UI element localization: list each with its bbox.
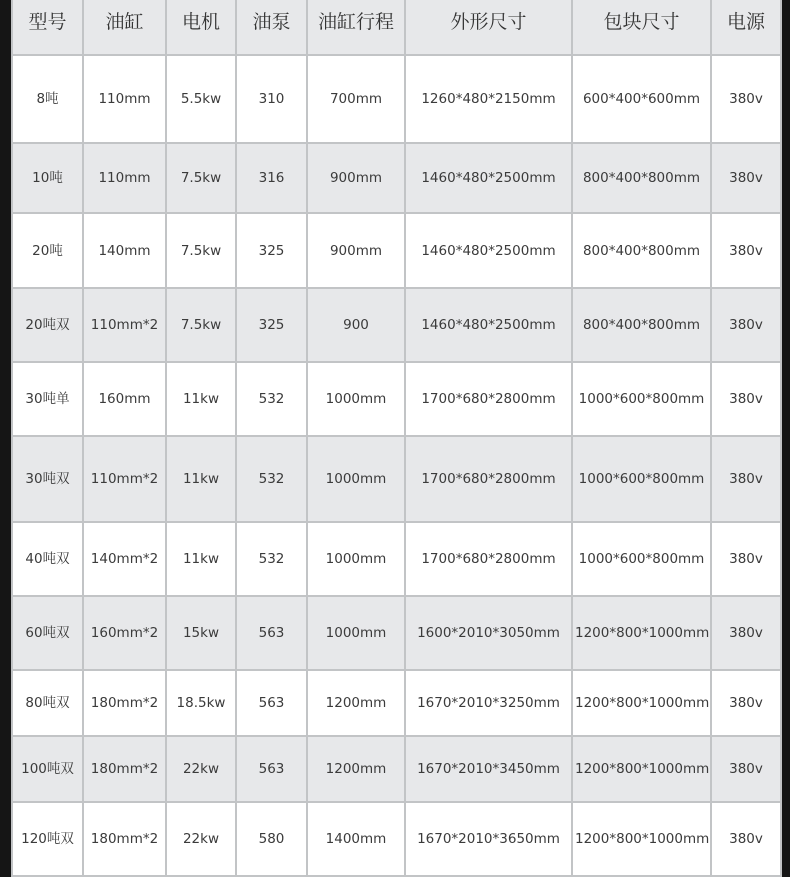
cell-model: 40吨双 (12, 522, 83, 596)
cell-cylinder: 160mm*2 (83, 596, 166, 670)
cell-dimensions: 1260*480*2150mm (405, 55, 572, 143)
cell-model: 20吨 (12, 213, 83, 288)
cell-stroke: 1200mm (307, 736, 405, 802)
cell-cylinder: 110mm*2 (83, 288, 166, 362)
cell-motor: 15kw (166, 596, 236, 670)
cell-bale-size: 1200*800*1000mm (572, 802, 711, 876)
cell-cylinder: 180mm*2 (83, 670, 166, 736)
cell-stroke: 700mm (307, 55, 405, 143)
cell-power: 380v (711, 288, 781, 362)
cell-dimensions: 1670*2010*3250mm (405, 670, 572, 736)
cell-model: 20吨双 (12, 288, 83, 362)
cell-stroke: 900mm (307, 143, 405, 213)
cell-dimensions: 1600*2010*3050mm (405, 596, 572, 670)
cell-dimensions: 1670*2010*3450mm (405, 736, 572, 802)
cell-power: 380v (711, 670, 781, 736)
table-row (12, 362, 781, 436)
cell-pump: 563 (236, 736, 307, 802)
cell-pump: 325 (236, 288, 307, 362)
table-row (12, 143, 781, 213)
cell-dimensions: 1700*680*2800mm (405, 522, 572, 596)
cell-pump: 580 (236, 802, 307, 876)
cell-stroke: 1000mm (307, 596, 405, 670)
cell-model: 8吨 (12, 55, 83, 143)
table-header-row (12, 0, 781, 55)
table-row (12, 288, 781, 362)
cell-model: 100吨双 (12, 736, 83, 802)
cell-motor: 11kw (166, 436, 236, 522)
cell-power: 380v (711, 362, 781, 436)
table-row (12, 802, 781, 876)
cell-motor: 7.5kw (166, 143, 236, 213)
cell-model: 10吨 (12, 143, 83, 213)
cell-power: 380v (711, 143, 781, 213)
cell-dimensions: 1460*480*2500mm (405, 288, 572, 362)
cell-pump: 532 (236, 362, 307, 436)
cell-power: 380v (711, 522, 781, 596)
table-row (12, 596, 781, 670)
header-model: 型号 (12, 0, 83, 55)
cell-motor: 11kw (166, 362, 236, 436)
cell-pump: 325 (236, 213, 307, 288)
cell-power: 380v (711, 736, 781, 802)
cell-model: 80吨双 (12, 670, 83, 736)
cell-stroke: 1200mm (307, 670, 405, 736)
cell-dimensions: 1460*480*2500mm (405, 213, 572, 288)
header-cylinder: 油缸 (83, 0, 166, 55)
table-row (12, 736, 781, 802)
cell-power: 380v (711, 802, 781, 876)
cell-dimensions: 1700*680*2800mm (405, 362, 572, 436)
cell-bale-size: 1200*800*1000mm (572, 596, 711, 670)
header-bale-size: 包块尺寸 (572, 0, 711, 55)
cell-power: 380v (711, 55, 781, 143)
table-row (12, 55, 781, 143)
cell-pump: 310 (236, 55, 307, 143)
cell-dimensions: 1670*2010*3650mm (405, 802, 572, 876)
cell-cylinder: 110mm (83, 143, 166, 213)
cell-motor: 22kw (166, 802, 236, 876)
header-dimensions: 外形尺寸 (405, 0, 572, 55)
table-row (12, 213, 781, 288)
cell-bale-size: 800*400*800mm (572, 143, 711, 213)
cell-bale-size: 800*400*800mm (572, 288, 711, 362)
cell-model: 120吨双 (12, 802, 83, 876)
cell-stroke: 1000mm (307, 522, 405, 596)
cell-power: 380v (711, 213, 781, 288)
cell-bale-size: 600*400*600mm (572, 55, 711, 143)
cell-cylinder: 140mm*2 (83, 522, 166, 596)
cell-stroke: 900mm (307, 213, 405, 288)
table-row (12, 522, 781, 596)
cell-pump: 532 (236, 522, 307, 596)
cell-pump: 532 (236, 436, 307, 522)
header-motor: 电机 (166, 0, 236, 55)
cell-dimensions: 1460*480*2500mm (405, 143, 572, 213)
cell-cylinder: 180mm*2 (83, 802, 166, 876)
cell-pump: 563 (236, 670, 307, 736)
cell-bale-size: 1000*600*800mm (572, 362, 711, 436)
cell-model: 30吨单 (12, 362, 83, 436)
cell-power: 380v (711, 436, 781, 522)
table-row (12, 436, 781, 522)
cell-motor: 11kw (166, 522, 236, 596)
table-body (12, 55, 781, 876)
cell-power: 380v (711, 596, 781, 670)
cell-stroke: 1400mm (307, 802, 405, 876)
cell-stroke: 1000mm (307, 362, 405, 436)
cell-dimensions: 1700*680*2800mm (405, 436, 572, 522)
cell-motor: 7.5kw (166, 213, 236, 288)
header-pump: 油泵 (236, 0, 307, 55)
cell-bale-size: 1200*800*1000mm (572, 670, 711, 736)
cell-bale-size: 1000*600*800mm (572, 436, 711, 522)
cell-bale-size: 1200*800*1000mm (572, 736, 711, 802)
cell-stroke: 1000mm (307, 436, 405, 522)
cell-bale-size: 1000*600*800mm (572, 522, 711, 596)
cell-model: 60吨双 (12, 596, 83, 670)
table-row (12, 670, 781, 736)
cell-motor: 22kw (166, 736, 236, 802)
cell-pump: 316 (236, 143, 307, 213)
cell-motor: 18.5kw (166, 670, 236, 736)
cell-bale-size: 800*400*800mm (572, 213, 711, 288)
cell-cylinder: 110mm*2 (83, 436, 166, 522)
cell-model: 30吨双 (12, 436, 83, 522)
cell-stroke: 900 (307, 288, 405, 362)
cell-pump: 563 (236, 596, 307, 670)
header-stroke: 油缸行程 (307, 0, 405, 55)
header-power: 电源 (711, 0, 781, 55)
cell-cylinder: 140mm (83, 213, 166, 288)
cell-motor: 5.5kw (166, 55, 236, 143)
cell-cylinder: 180mm*2 (83, 736, 166, 802)
cell-cylinder: 110mm (83, 55, 166, 143)
cell-cylinder: 160mm (83, 362, 166, 436)
cell-motor: 7.5kw (166, 288, 236, 362)
spec-table (11, 0, 782, 877)
